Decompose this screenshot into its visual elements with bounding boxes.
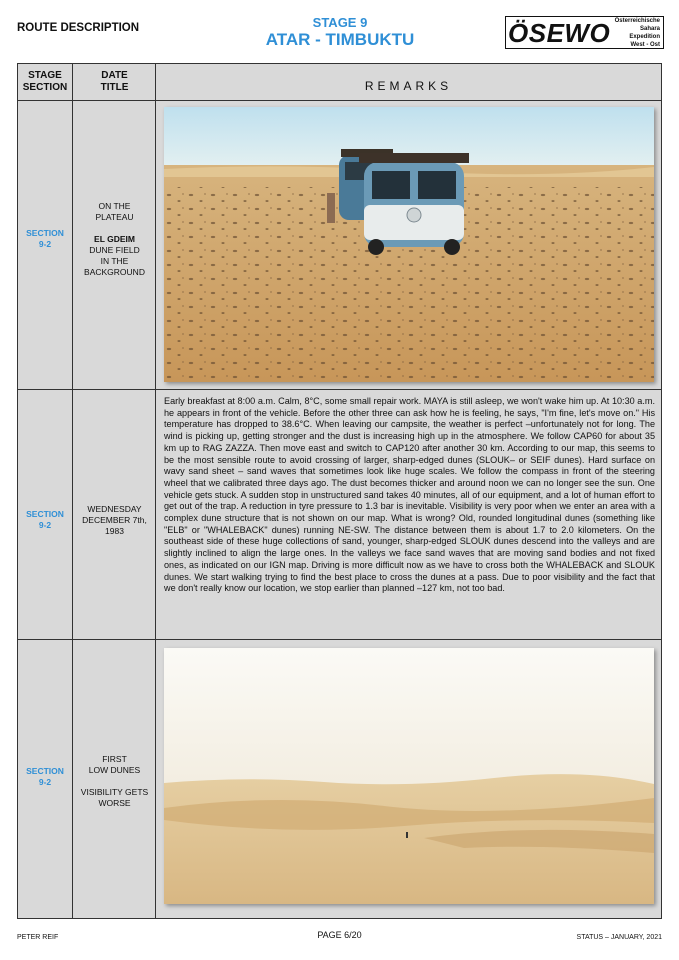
column-header-stage: [18, 70, 72, 94]
row-title-line: ON THE: [98, 201, 131, 211]
section-label-number: 9-2: [38, 777, 52, 787]
row-title-line: VISIBILITY GETS: [80, 787, 149, 797]
person-figure: [327, 193, 335, 223]
low-dunes-image: [164, 648, 654, 904]
row-title-line: IN THE: [100, 256, 129, 266]
row-divider: [18, 389, 661, 390]
vw-van-front: [359, 153, 469, 255]
logo-sub-line-1: Österreichische: [614, 17, 660, 24]
route-table: [17, 63, 662, 919]
row-title-line: [73, 223, 156, 234]
section-label: [18, 509, 72, 531]
logo-subtitle: [610, 17, 663, 49]
row-title-line: BACKGROUND: [84, 267, 145, 277]
stage-title: [240, 15, 440, 50]
footer-page-number: PAGE 6/20: [317, 930, 362, 940]
row-title-line: FIRST: [102, 754, 127, 764]
row-date-line: 1983: [105, 526, 124, 536]
remarks-text: Early breakfast at 8:00 a.m. Calm, 8°C, some small repair work. MAYA is still asleep, we won't wake him up. At 10:30 a.m. he appears in front of the vehicle. Before the other three can ask how he is feeling, he says, "I'm fine, let's move on." His temperature has dropped to 38.6°C. When leaving our campsite, the weather is perfect –unfortunately not for long. The wind is picking up, getting stronger and the dust is increasing high up in the atmosphere. We follow CAP60 for about 35 km up to RAG ZAZZA. Then move east and switch to CAP120 after another 30 km. According to our map, this seems to be the most sensible route to avoid crossing of larger, sharp-edged dunes (SLOUK– or SEIF dunes). Hard surface on wavy sand sheet – sand waves that sometimes look like huge scales. We follow the compass in front of the steering wheel that we calibrated three days ago. The dust becomes thicker and around noon we can no longer see the sun. One vehicle gets stuck. A sudden stop in unstructured sand takes 40 minutes, all of our equipment, and a lot of human effort to get out of the trap. A reduction in tyre pressure to 1.3 bar is inevitable. Visibility is very poor when we enter an area with a complex dune structure that is not shown on our map. What is wrong? Old, rounded longitudinal dunes (something like "ELB" or "WHALEBACK" dunes) running NE-SW. The distance between them is about 1.7 to 2.0 kilometers. On the southeast side of these huge collections of sand, younger, sharp-edged SLOUK dunes descend into the valleys and are slightly inclined to align the large ones. In the valleys we face sand waves that are moving sand bodies and not fixed ones, as indicated on our IGN map. Driving is more difficult now as we have to cross both the WHALEBACK and SLOUK dunes. We start walking trying to find the best place to cross the dunes at a pass. Due to poor visibility and the fact that we don't really know our location, we stop earlier than planned –127 km, not too bad.: [164, 396, 655, 594]
row-title-line: LOW DUNES: [88, 765, 141, 775]
route-name: ATAR - TIMBUKTU: [265, 30, 415, 49]
row-title-line: EL GDEIM: [94, 234, 135, 244]
column-header-stage-line: STAGE: [28, 70, 62, 81]
row-divider: [18, 639, 661, 640]
section-label-line: SECTION: [26, 766, 64, 776]
section-label-number: 9-2: [38, 520, 52, 530]
logo-sub-line-2: Sahara Expedition: [629, 25, 660, 40]
document-header-label: ROUTE DESCRIPTION: [17, 22, 140, 34]
plateau-vans-photo: [164, 107, 654, 382]
footer-author: PETER REIF: [17, 934, 59, 941]
logo-word: ÖSEWO: [508, 17, 611, 48]
header-divider: [18, 100, 661, 101]
section-label: [18, 228, 72, 250]
osewo-logo: [505, 16, 664, 49]
section-label: [18, 766, 72, 788]
row-title-line: PLATEAU: [95, 212, 134, 222]
section-label-number: 9-2: [38, 239, 52, 249]
row-date-line: WEDNESDAY: [87, 504, 142, 514]
section-label-line: SECTION: [26, 509, 64, 519]
low-dunes-photo: [164, 648, 654, 904]
walking-person: [406, 832, 408, 838]
stage-number: STAGE 9: [312, 15, 368, 30]
row-title-line: WORSE: [98, 798, 131, 808]
section-label-line: SECTION: [26, 228, 64, 238]
column-header-stage-line: SECTION: [22, 82, 68, 93]
row-date: [73, 504, 156, 537]
plateau-vans-image: [164, 107, 654, 382]
row-date-line: DECEMBER 7th,: [82, 515, 147, 525]
column-header-date: [73, 70, 156, 94]
row-title-line: [73, 776, 156, 787]
column-header-remarks: REMARKS: [364, 79, 453, 93]
row-title: [73, 201, 156, 278]
row-title-line: DUNE FIELD: [89, 245, 140, 255]
column-header-date-line: DATE: [101, 70, 128, 81]
column-header-date-line: TITLE: [100, 82, 129, 93]
logo-sub-line-3: West - Ost: [630, 41, 660, 48]
footer-status: STATUS – JANUARY, 2021: [576, 934, 662, 941]
row-title: [73, 754, 156, 809]
